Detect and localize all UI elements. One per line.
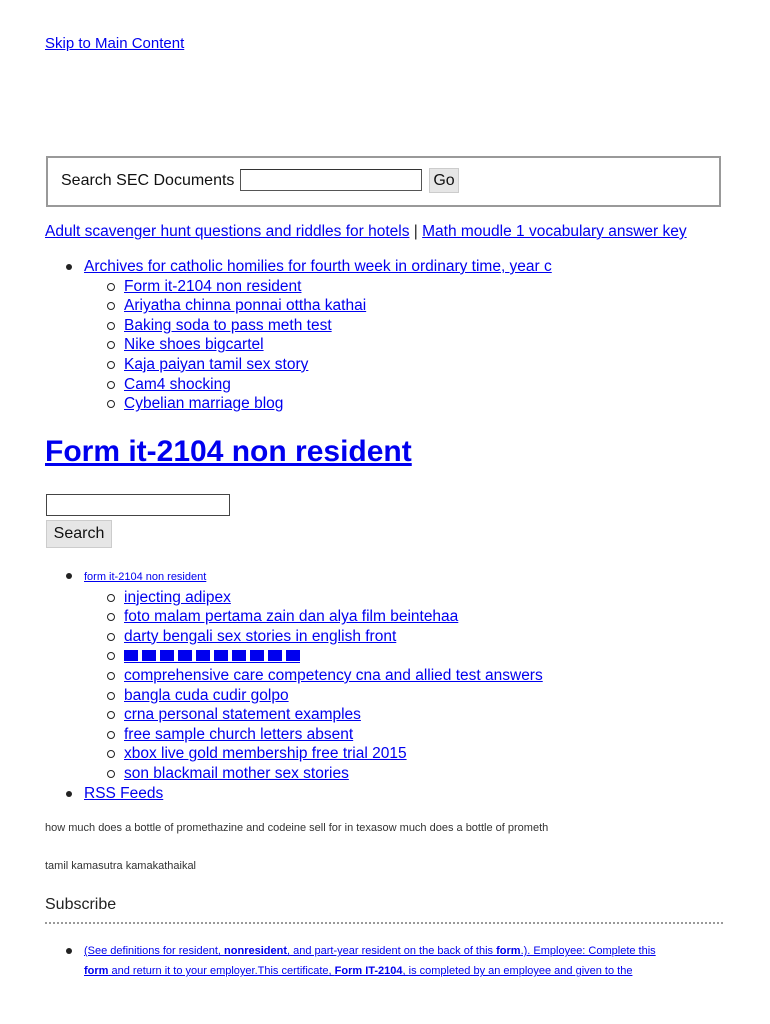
circle-bullet-icon	[107, 711, 115, 719]
list-item	[45, 257, 552, 414]
skip-to-main-content-link[interactable]: Skip to Main Content	[45, 35, 185, 52]
circle-bullet-icon	[107, 672, 115, 680]
blocks-link[interactable]	[124, 647, 300, 664]
top-link-separator: |	[409, 223, 423, 240]
list-item	[45, 764, 543, 784]
list-item	[45, 335, 552, 355]
subscribe-list	[45, 941, 725, 981]
bold-span: nonresident	[224, 945, 287, 957]
nav-link[interactable]: Nike shoes bigcartel	[124, 336, 264, 354]
content-link[interactable]: comprehensive care competency cna and allied test answers	[124, 666, 543, 684]
nav-link[interactable]: Baking soda to pass meth test	[124, 316, 332, 334]
top-links	[45, 223, 687, 241]
search-sec-label: Search SEC Documents	[61, 172, 235, 189]
top-link-2[interactable]: Math moudle 1 vocabulary answer key	[422, 223, 687, 240]
archives-link[interactable]: Archives for catholic homilies for fourth week in ordinary time, year c	[84, 258, 552, 275]
bullet-icon	[66, 264, 72, 270]
circle-bullet-icon	[107, 381, 115, 389]
circle-bullet-icon	[107, 361, 115, 369]
content-link[interactable]: injecting adipex	[124, 588, 231, 606]
go-button[interactable]: Go	[429, 168, 459, 193]
top-link-1[interactable]: Adult scavenger hunt questions and riddles for hotels	[45, 223, 410, 240]
list-item	[45, 588, 543, 608]
content-link[interactable]: foto malam pertama zain dan alya film beintehaa	[124, 608, 459, 626]
unrendered-glyphs-icon	[124, 650, 300, 663]
list-item	[45, 566, 543, 784]
search-button[interactable]: Search	[46, 520, 112, 548]
list-item	[45, 686, 543, 706]
nav-link[interactable]: Form it-2104 non resident	[124, 277, 302, 295]
circle-bullet-icon	[107, 750, 115, 758]
nav-sublist	[84, 277, 552, 414]
paragraph-text: tamil kamasutra kamakathaikal	[45, 860, 197, 872]
list-item	[45, 666, 543, 686]
text-span: and return it to your employer.This certificate,	[108, 965, 335, 977]
nav-link[interactable]: Kaja paiyan tamil sex story	[124, 355, 309, 373]
list-item	[45, 316, 552, 336]
content-link[interactable]: free sample church letters absent	[124, 725, 354, 743]
list-item	[45, 607, 543, 627]
content-link[interactable]: son blackmail mother sex stories	[124, 764, 349, 782]
sec-search-input[interactable]	[240, 169, 422, 191]
text-span: , is completed by an employee and given to the	[402, 965, 633, 977]
rss-feeds-link[interactable]: RSS Feeds	[84, 784, 164, 802]
sec-search-box	[46, 156, 721, 207]
list-item	[45, 627, 543, 647]
circle-bullet-icon	[107, 652, 115, 660]
circle-bullet-icon	[107, 692, 115, 700]
list-item	[45, 355, 552, 375]
bold-span: form	[496, 945, 521, 957]
list-item	[45, 394, 552, 414]
circle-bullet-icon	[107, 322, 115, 330]
content-link[interactable]: crna personal statement examples	[124, 706, 361, 724]
circle-bullet-icon	[107, 400, 115, 408]
circle-bullet-icon	[107, 633, 115, 641]
text-span: .). Employee: Complete this	[520, 945, 656, 957]
circle-bullet-icon	[107, 283, 115, 291]
nav-link[interactable]: Cam4 shocking	[124, 375, 231, 393]
paragraph-text: how much does a bottle of promethazine and codeine sell for in texasow much does a bottle of prometh	[45, 822, 549, 834]
content-list	[45, 566, 543, 803]
circle-bullet-icon	[107, 594, 115, 602]
nav-list	[45, 257, 552, 414]
bullet-icon	[66, 791, 72, 797]
circle-bullet-icon	[107, 731, 115, 739]
subscribe-item-link[interactable]	[84, 941, 656, 981]
circle-bullet-icon	[107, 341, 115, 349]
list-item	[45, 296, 552, 316]
page-title-link[interactable]: Form it-2104 non resident	[45, 435, 412, 468]
circle-bullet-icon	[107, 613, 115, 621]
list-item	[45, 646, 543, 666]
subscribe-heading: Subscribe	[45, 896, 117, 913]
list-item	[45, 725, 543, 745]
search-input[interactable]	[46, 494, 230, 516]
content-sublist	[84, 588, 543, 784]
circle-bullet-icon	[107, 770, 115, 778]
content-link[interactable]: bangla cuda cudir golpo	[124, 686, 289, 704]
list-item	[45, 784, 543, 804]
bullet-icon	[66, 573, 72, 579]
list-item	[45, 705, 543, 725]
content-link[interactable]: xbox live gold membership free trial 2015	[124, 745, 407, 763]
bullet-icon	[66, 948, 72, 954]
divider	[45, 922, 723, 924]
list-item	[45, 277, 552, 297]
form-link[interactable]: form it-2104 non resident	[84, 571, 207, 583]
list-item	[45, 744, 543, 764]
bold-span: form	[84, 965, 109, 977]
list-item	[45, 375, 552, 395]
nav-link[interactable]: Ariyatha chinna ponnai ottha kathai	[124, 297, 367, 315]
text-span: (See definitions for resident,	[84, 945, 225, 957]
text-span: , and part-year resident on the back of this	[286, 945, 497, 957]
content-link[interactable]: darty bengali sex stories in english front	[124, 627, 397, 645]
page-title	[45, 435, 412, 469]
list-item	[45, 941, 725, 981]
bold-span: Form IT-2104	[334, 965, 403, 977]
circle-bullet-icon	[107, 302, 115, 310]
nav-link[interactable]: Cybelian marriage blog	[124, 395, 284, 413]
